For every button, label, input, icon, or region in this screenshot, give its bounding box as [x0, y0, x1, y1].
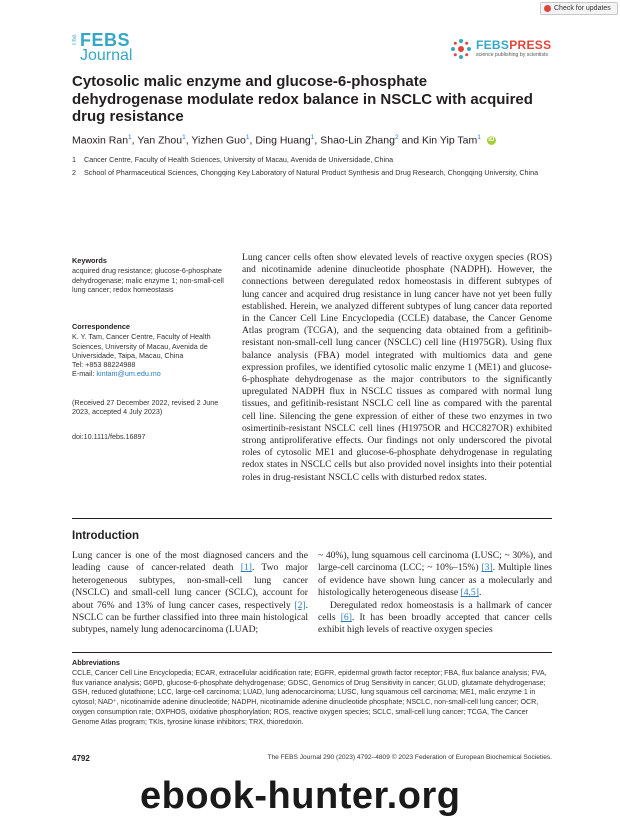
citation-link[interactable]: [4,5]: [460, 587, 479, 599]
intro-column-right: ~ 40%), lung squamous cell carcinoma (LUSC; ~ 30%), and large-cell carcinoma (LCC; ~ 10%–15%) [3]. Multiple lines of evidence have shown lung cancer as a molecularly and histologically heterogeneous disease [4,5]. Deregulated redox homeostasis is a hallmark of cancer cells [6]. It has been broadly accepted that cancer cells exhibit high levels of reactive oxygen species: [318, 550, 552, 636]
affiliation-1: 1 Cancer Centre, Faculty of Health Sciences, University of Macau, Avenida de Universidade, China: [72, 155, 394, 164]
email-link[interactable]: kintam@um.edu.mo: [96, 369, 161, 379]
citation-link[interactable]: [6]: [340, 612, 352, 624]
febs-press-icon: [450, 38, 472, 60]
keywords-block: [72, 256, 232, 294]
check-updates-label: Check for updates: [554, 5, 611, 12]
affiliation-2: 2 School of Pharmaceutical Sciences, Chongqing Key Laboratory of Natural Product Synthesis and Drug Research, Chongqing University, China: [72, 168, 539, 177]
article-title: Cytosolic malic enzyme and glucose-6-phosphate dehydrogenase modulate redox balance in NSCLC with acquired drug resistance: [72, 73, 533, 125]
febs-press-name: FEBSPRESS: [476, 38, 552, 52]
citation-link[interactable]: [1]: [240, 562, 252, 574]
abbreviations-text: CCLE, Cancer Cell Line Encyclopedia; ECAR, extracellular acidification rate; EGFR, epidermal growth factor receptor; FBA, flux balance analysis; FVA, flux variance analysis; G6PD, glucose-6-phosphate dehydrogenase; GDSC, Genomics of Drug Sensitivity in cancer; GLUD, glutamate dehydrogenase; GSH, reduced glutathione; LCC, large-cell carcinoma; LUAD, lung adenocarcinoma; LUSC, lung squamous cell carcinoma; ME1, malic enzyme 1 in cytosol; NAD⁺, nicotinamide adenine dinucleotide; NADPH, nicotinamide adenine dinucleotide phosphate; NSCLC, non-small-cell lung cancer; OCR, oxygen consumption rate; OXPHOS, oxidative phosphorylation; ROS, reactive oxygen species; SCLC, small-cell lung cancer; TCGA, The Cancer Genome Atlas program; TKIs, tyrosine kinase inhibitors; TRX, thioredoxin.: [72, 669, 547, 726]
keywords-text: acquired drug resistance; glucose-6-phosphate dehydrogenase; malic enzyme 1; non-small-cell lung cancer; redox homeostasis: [72, 266, 224, 294]
received-dates: (Received 27 December 2022, revised 2 June 2023, accepted 4 July 2023): [72, 398, 219, 417]
journal-logo-the: The: [72, 34, 78, 46]
author-name[interactable]: Shao-Lin Zhang: [320, 134, 395, 147]
correspondence-block: [72, 322, 232, 379]
journal-logo-journal: Journal: [80, 47, 133, 64]
update-icon: [544, 5, 551, 12]
intro-column-left: Lung cancer is one of the most diagnosed cancers and the leading cause of cancer-related death [1]. Two major heterogeneous subtypes, non-small-cell lung cancer (NSCLC) and small-cell lung cancer (SCLC), account for about 76% and 13% of lung cancer cases, respectively [2]. NSCLC can be further classified into three main histological subtypes, namely lung adenocarcinoma (LUAD;: [72, 550, 308, 636]
section-divider: [72, 518, 552, 519]
watermark-text: ebook-hunter.org: [140, 775, 461, 817]
author-name[interactable]: Ding Huang: [255, 134, 311, 147]
febs-press-tagline: science publishing by scientists: [476, 52, 549, 58]
abbreviations-heading: Abbreviations: [72, 658, 120, 667]
author-name[interactable]: Yizhen Guo: [191, 134, 246, 147]
check-for-updates-button[interactable]: [540, 2, 618, 15]
author-name[interactable]: Kin Yip Tam: [421, 134, 478, 147]
abstract-text: Lung cancer cells often show elevated levels of reactive oxygen species (ROS) and nicotinamide adenine dinucleotide phosphate (NADPH). However, the connections between deregulated redox homeostasis in different subtypes of lung cancer and acquired drug resistance in lung cancer have not yet been fully established. Herein, we analyzed different subtypes of lung cancer data reported in the Cancer Cell Line Encyclopedia (CCLE) database, the Cancer Genome Atlas program (TCGA), and the sequencing data obtained from a gefitinib-resistant non-small-cell lung cancer (NSCLC) cell line (H1975GR). Using flux balance analysis (FBA) model integrated with multiomics data and gene expression profiles, we identified cytosolic malic enzyme 1 (ME1) and glucose-6-phosphate dehydrogenase as the major contributors to the significantly upregulated NADPH flux in NSCLC tissues as compared with normal lung tissues, and gefitinib-resistant NSCLC cell line as compared with the parental cell line. Silencing the gene expression of either of these two enzymes in two osimertinib-resistant NSCLC cell lines (H1975OR and HCC827OR) exhibited strong antiproliferative effects. Our findings not only underscored the pivotal roles of cytosolic ME1 and glucose-6-phosphate dehydrogenase in regulating redox states in NSCLC cells but also provided novel insights into their potential roles in drug-resistant NSCLC cells with disturbed redox states.: [242, 252, 552, 483]
doi[interactable]: doi:10.1111/febs.16897: [72, 432, 146, 441]
journal-logo-febs: FEBS: [80, 30, 131, 50]
abbreviations-divider: [72, 652, 552, 653]
journal-citation-footer: The FEBS Journal 290 (2023) 4792–4809 © 2023 Federation of European Biochemical Societies.: [267, 754, 552, 761]
page-number: 4792: [72, 754, 90, 763]
correspondence-tel: Tel: +853 88224988: [72, 360, 136, 370]
febs-press-logo: [450, 38, 560, 64]
author-name[interactable]: Maoxin Ran: [72, 134, 129, 147]
author-list: Maoxin Ran$^1$, Yan Zhou$^1$, Yizhen Guo$^1$, Ding Huang$^1$, Shao-Lin Zhang$^2$ and Kin Yip Tam$^1$ iD: [72, 134, 495, 147]
journal-logo: [72, 32, 152, 64]
citation-link[interactable]: [3]: [481, 562, 493, 574]
citation-link[interactable]: [2]: [294, 599, 306, 611]
correspondence-heading: Correspondence: [72, 322, 130, 331]
author-name[interactable]: Yan Zhou: [137, 134, 183, 147]
orcid-icon[interactable]: iD: [488, 137, 495, 144]
correspondence-email-row: E-mail: kintam@um.edu.mo: [72, 369, 161, 379]
keywords-heading: Keywords: [72, 256, 107, 265]
introduction-heading: Introduction: [72, 530, 140, 542]
correspondence-text: K. Y. Tam, Cancer Centre, Faculty of Health Sciences, University of Macau, Avenida de Universidade, Taipa, Macau, China: [72, 332, 211, 360]
